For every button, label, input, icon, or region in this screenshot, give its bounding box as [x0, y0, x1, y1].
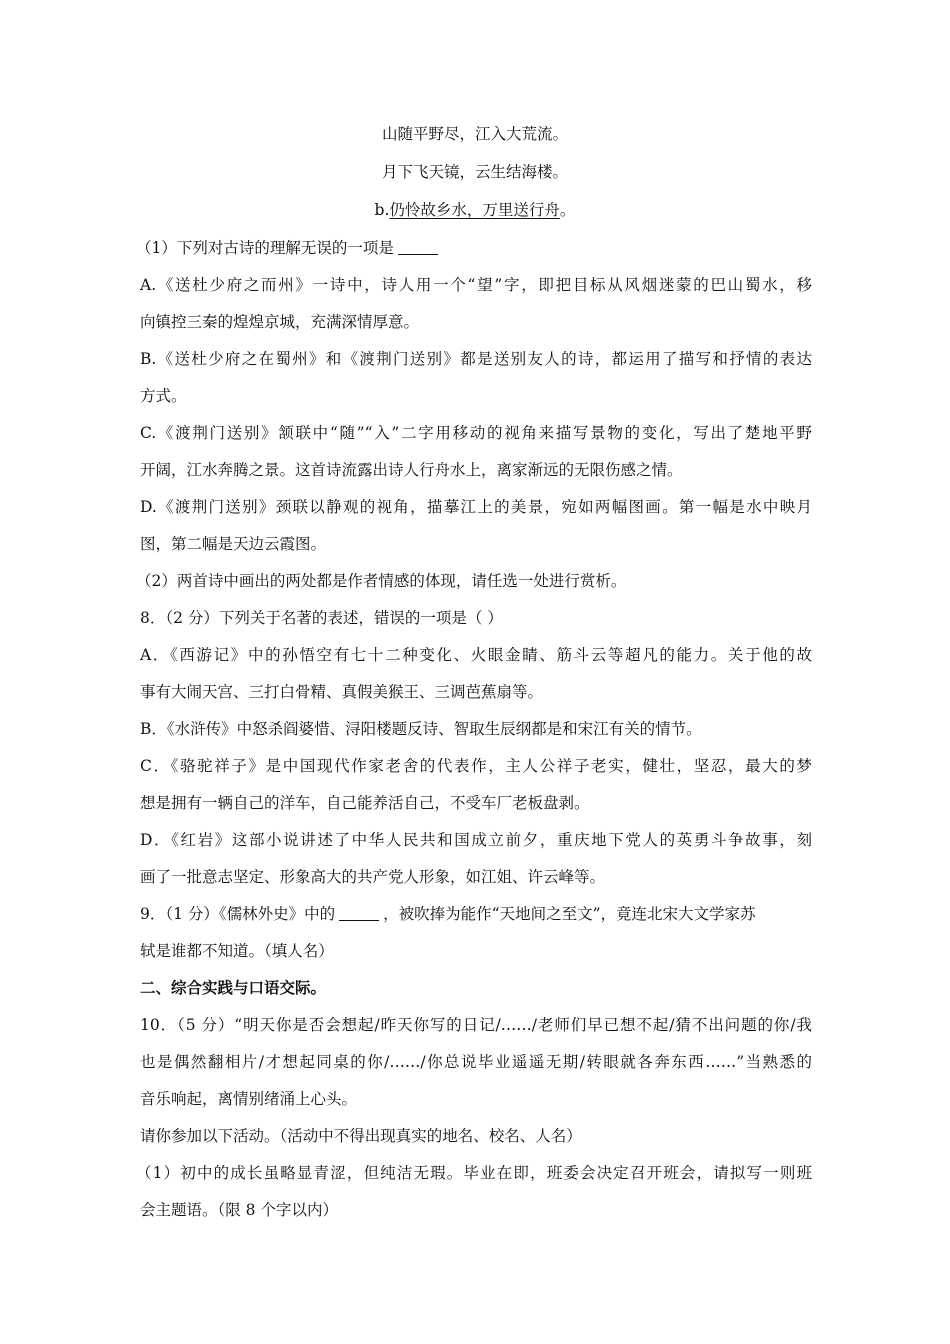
- poem-line-3-end: 。: [559, 201, 576, 219]
- option-a-line-1: A.《送杜少府之而州》一诗中，诗人用一个“望”字，即把目标从风烟迷蒙的巴山蜀水，移: [140, 276, 812, 294]
- question-10-1-line-2: 会主题语。（限 8 个字以内）: [140, 1201, 338, 1219]
- question-10-1-line-1: （1）初中的成长虽略显青涩，但纯洁无瑕。毕业在即，班委会决定召开班会，请拟写一则班: [136, 1164, 812, 1182]
- question-9-line-1: [140, 904, 812, 924]
- option-b-line-2: 方式。: [140, 387, 187, 405]
- q8-option-d-line-2: 画了一批意志坚定、形象高大的共产党人形象，如江姐、许云峰等。: [140, 868, 606, 886]
- answer-blank: [339, 906, 379, 921]
- option-c-line-2: 开阔，江水奔腾之景。这首诗流露出诗人行舟水上，离家渐远的无限伤感之情。: [140, 461, 683, 479]
- question-7-1-text: （1）下列对古诗的理解无误的一项是: [136, 239, 394, 257]
- question-7-1-stem: [136, 238, 808, 258]
- q8-option-b: B．《水浒传》中怒杀阎婆惜、浔阳楼题反诗、智取生辰纲都是和宋江有关的情节。: [140, 720, 702, 738]
- question-9-text-start: 9．（1 分）《儒林外史》中的: [140, 905, 336, 923]
- question-10-line-1: 10．（5 分）“明天你是否会想起/昨天你写的日记/……/老师们早已想不起/猜不出问题的你/我: [140, 1016, 812, 1034]
- question-10-line-2: 也是偶然翻相片/才想起同桌的你/……/你总说毕业遥遥无期/转眼就各奔东西……”当熟悉的: [140, 1053, 812, 1071]
- option-d-line-2: 图，第二幅是天边云霞图。: [140, 535, 327, 553]
- question-10-instruction: 请你参加以下活动。（活动中不得出现真实的地名、校名、人名）: [140, 1127, 582, 1145]
- q8-option-c-line-1: C．《骆驼祥子》是中国现代作家老舍的代表作，主人公祥子老实，健壮，坚忍，最大的梦: [140, 757, 812, 775]
- question-9-line-2: 轼是谁都不知道。（填人名）: [140, 942, 334, 960]
- section-2-heading: 二、综合实践与口语交际。: [140, 978, 327, 997]
- question-10-line-3: 音乐响起，离情别绪涌上心头。: [140, 1090, 358, 1108]
- q8-option-c-line-2: 想是拥有一辆自己的洋车，自己能养活自己，不受车厂老板盘剥。: [140, 794, 590, 812]
- q8-option-a-line-1: A．《西游记》中的孙悟空有七十二种变化、火眼金睛、筋斗云等超凡的能力。关于他的故: [140, 646, 812, 664]
- poem-line-3: [0, 200, 950, 220]
- q8-option-d-line-1: D．《红岩》这部小说讲述了中华人民共和国成立前夕，重庆地下党人的英勇斗争故事，刻: [140, 831, 812, 849]
- option-c-line-1: C.《渡荆门送别》颔联中“随”“入”二字用移动的视角来描写景物的变化，写出了楚地平野: [140, 424, 812, 442]
- poem-underlined-text: 仍怜故乡水，万里送行舟: [389, 201, 560, 219]
- option-b-line-1: B.《送杜少府之在蜀州》和《渡荆门送别》都是送别友人的诗，都运用了描写和抒情的表达: [140, 350, 812, 368]
- answer-blank: [398, 240, 438, 255]
- option-d-line-1: D.《渡荆门送别》颈联以静观的视角，描摹江上的美景，宛如两幅图画。第一幅是水中映月: [140, 498, 812, 516]
- option-a-line-2: 向镇控三秦的煌煌京城，充满深情厚意。: [140, 313, 420, 331]
- poem-line-2: 月下飞天镜，云生结海楼。: [381, 163, 568, 181]
- question-9-text-end: ，被吹捧为能作“天地间之至文”，竟连北宋大文学家苏: [383, 905, 756, 923]
- question-7-2: （2）两首诗中画出的两处都是作者情感的体现，请任选一处进行赏析。: [136, 572, 627, 590]
- question-8-stem: 8．（2 分）下列关于名著的表述，错误的一项是（ ）: [140, 609, 503, 627]
- poem-line-3-label: b.: [374, 201, 390, 219]
- poem-line-1: 山随平野尽，江入大荒流。: [381, 125, 568, 143]
- q8-option-a-line-2: 事有大闹天宫、三打白骨精、真假美猴王、三调芭蕉扇等。: [140, 683, 544, 701]
